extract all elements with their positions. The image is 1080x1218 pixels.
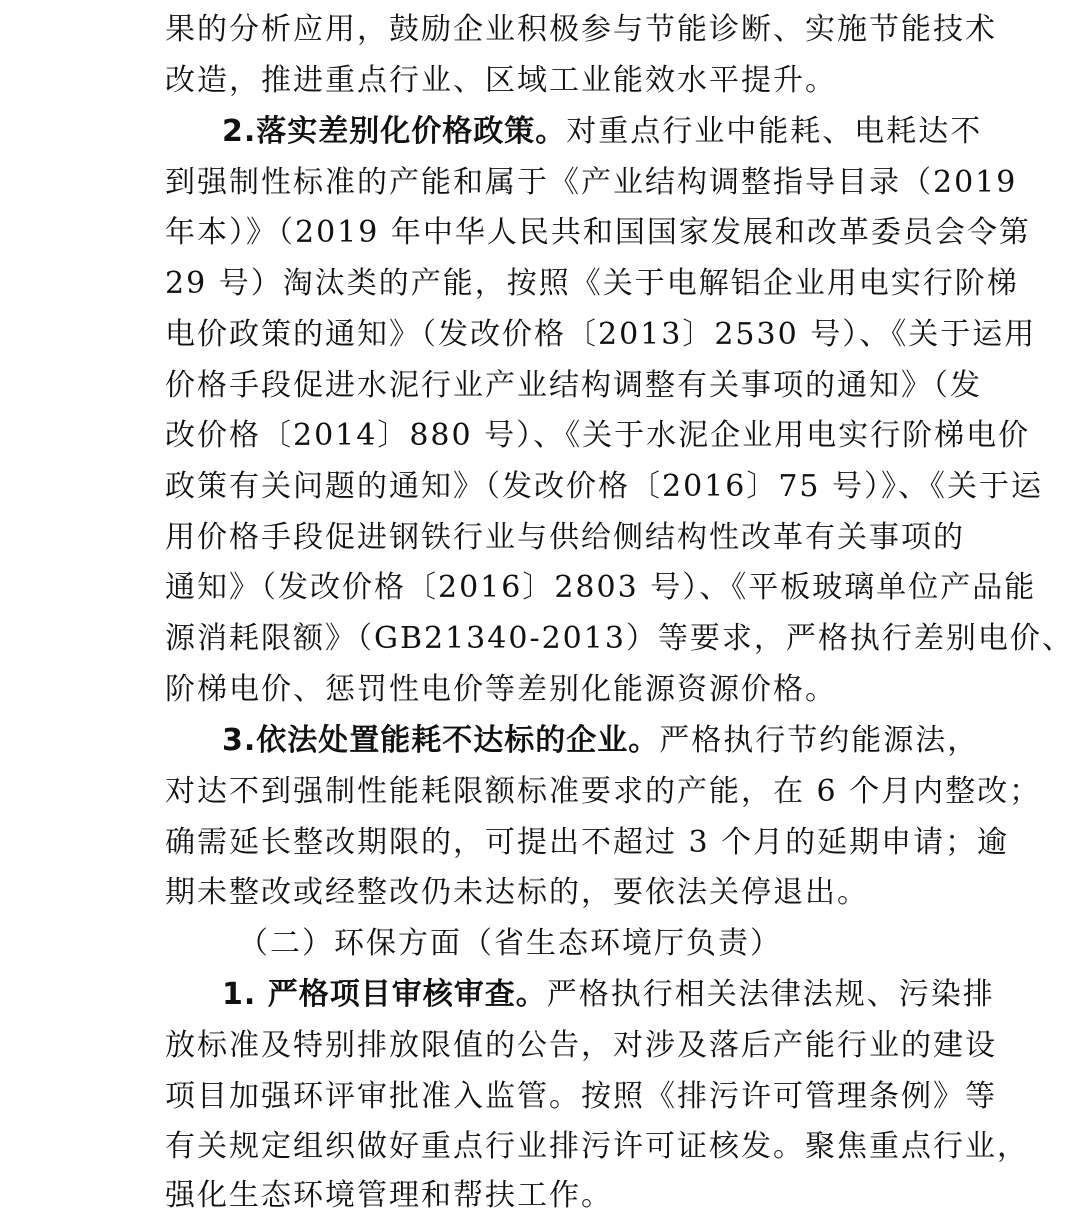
paragraph-line: 对达不到强制性能耗限额标准要求的产能，在 6 个月内整改； [165,774,1042,809]
heading-project-review-text: 严格执行相关法律法规、污染排 [546,977,995,1012]
heading-price-policy-text: 对重点行业中能耗、电耗达不 [566,114,983,149]
paragraph-line: 价格手段促进水泥行业产业结构调整有关事项的通知》（发 [165,368,982,403]
paragraph-line: 年本）》（2019 年中华人民共和国国家发展和改革委员会令第 [165,215,1031,250]
heading-price-policy: 2.落实差别化价格政策。 [222,114,567,149]
paragraph-line: 用价格手段促进钢铁行业与供给侧结构性改革有关事项的 [165,520,965,555]
paragraph-line [222,975,995,1015]
section-heading: （二）环保方面（省生态环境厅负责） [238,926,782,961]
paragraph-line: 确需延长整改期限的，可提出不超过 3 个月的延期申请；逾 [165,825,1010,860]
paragraph-line: 项目加强环评审批准入监管。按照《排污许可管理条例》等 [165,1079,997,1114]
paragraph-line: 期未整改或经整改仍未达标的，要依法关停退出。 [165,875,869,910]
paragraph-line: 果的分析应用，鼓励企业积极参与节能诊断、实施节能技术 [165,12,997,47]
paragraph-line: 通知》（发改价格〔2016〕2803 号）、《平板玻璃单位产品能 [165,570,1037,605]
paragraph-line: 强化生态环境管理和帮扶工作。 [165,1178,613,1213]
paragraph-line: 改造，推进重点行业、区域工业能效水平提升。 [165,63,837,98]
paragraph-line: 阶梯电价、惩罚性电价等差别化能源资源价格。 [165,672,837,707]
paragraph-line: 放标准及特别排放限值的公告，对涉及落后产能行业的建设 [165,1028,997,1063]
paragraph-line: 改价格〔2014〕880 号）、《关于水泥企业用电实行阶梯电价 [165,418,1031,453]
paragraph-line: 源消耗限额》（GB21340-2013）等要求，严格执行差别电价、 [165,621,1074,656]
heading-project-review: 1. 严格项目审核审查。 [222,977,547,1012]
heading-energy-enterprises-text: 严格执行节约能源法， [659,723,980,758]
paragraph-line: 政策有关问题的通知》（发改价格〔2016〕75 号）》、《关于运 [165,469,1044,504]
paragraph-line: 29 号）淘汰类的产能，按照《关于电解铝企业用电实行阶梯 [165,266,1019,301]
paragraph-line [222,721,982,761]
heading-energy-enterprises: 3.依法处置能耗不达标的企业。 [222,723,660,758]
paragraph-line [222,112,982,152]
paragraph-line: 到强制性标准的产能和属于《产业结构调整指导目录（2019 [165,165,1018,200]
paragraph-line: 有关规定组织做好重点行业排污许可证核发。聚焦重点行业， [165,1129,1029,1164]
paragraph-line: 电价政策的通知》（发改价格〔2013〕2530 号）、《关于运用 [165,317,1037,352]
